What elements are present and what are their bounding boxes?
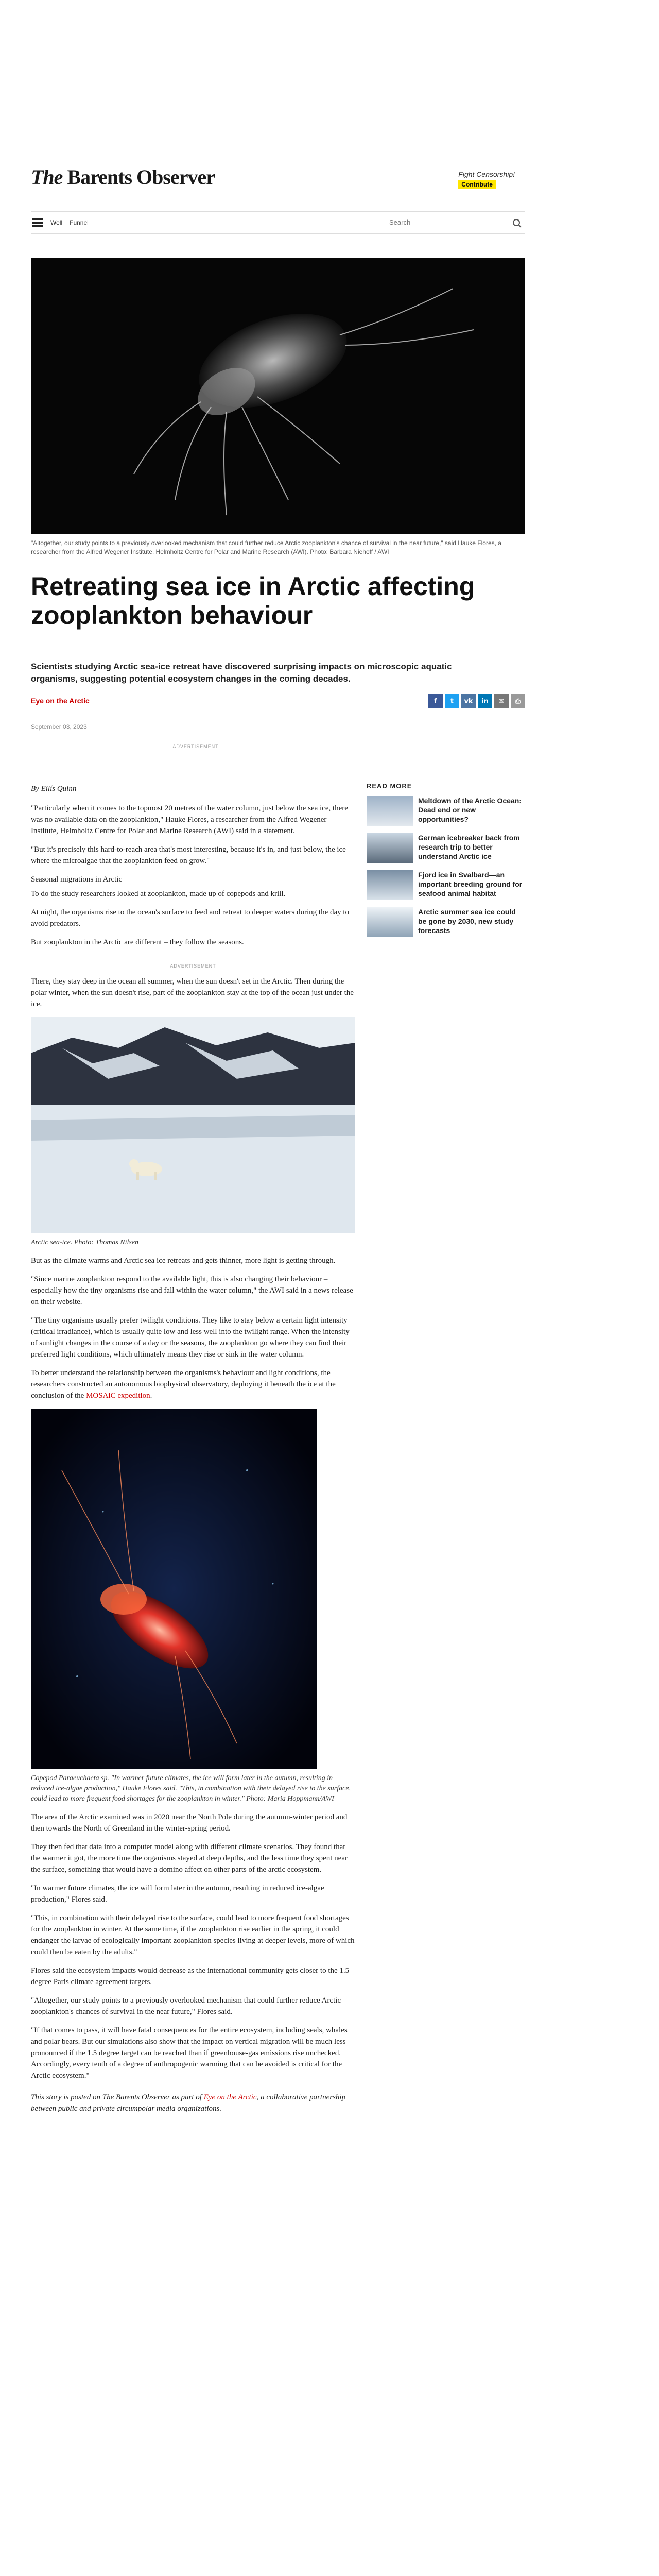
paragraph: But zooplankton in the Arctic are different – they follow the seasons. [31, 938, 244, 946]
advertisement-label: ADVERTISEMENT [170, 963, 216, 969]
paragraph: "Since marine zooplankton respond to the available light, this is also changing their behaviour – especially how the tiny organisms rise and fall within the water column," the AWI said in a news release on their website. [31, 1275, 353, 1306]
censorship-question: Fight Censorship! [458, 170, 515, 178]
site-header [31, 165, 525, 189]
photo-caption: Arctic sea-ice. Photo: Thomas Nilsen [31, 1239, 139, 1246]
paragraph: "Altogether, our study points to a previously overlooked mechanism that could further reduce Arctic zooplankton's chances of survival in the near future," Flores said. [31, 1996, 341, 2016]
read-more-title: READ MORE [367, 782, 412, 790]
paragraph: To do the study researchers looked at zooplankton, made up of copepods and krill. [31, 890, 286, 898]
read-more-label: Arctic summer sea ice could be gone by 2030, new study forecasts [418, 908, 516, 935]
subheading: Seasonal migrations in Arctic [31, 875, 123, 884]
search-box [386, 216, 525, 229]
copepod-photo [31, 1409, 317, 1769]
hero-caption: "Altogether, our study points to a previously overlooked mechanism that could further reduce Arctic zooplankton's chance of survival in the near future," said Hauke Flores, a researcher from the Alfred Wegener Institute, Helmholtz Centre for Polar and Marine Research (AWI). Photo: Barbara Niehoff / AWI [31, 539, 501, 555]
paragraph: The area of the Arctic examined was in 2020 near the North Pole during the autumn-winter period and then towards the North of Greenland in the winter-spring period. [31, 1813, 348, 1833]
mosaic-expedition-link[interactable]: MOSAiC expedition [86, 1392, 150, 1400]
read-more-sidebar [367, 782, 525, 944]
photo-caption: Copepod Paraeuchaeta sp. "In warmer future climates, the ice will form later in the autumn, resulting in reduced ice-algae production," Hauke Flores said. "This, in combination with their delayed rise to the surface, could lead to more frequent food shortages for the zooplankton in winter." Photo: Maria Hoppmann/AWI [31, 1774, 351, 1803]
read-more-thumbnail [367, 870, 413, 900]
paragraph: To better understand the relationship between the organisms's behaviour and light conditions, the researchers constructed an autonomous biophysical observatory, deploying it beneath the ice at the conclusion of the MOSAiC expedition. [31, 1369, 336, 1400]
copepod-illustration [31, 1409, 317, 1769]
vk-share-icon[interactable]: vk [461, 694, 476, 708]
email-share-icon[interactable]: ✉ [494, 694, 509, 708]
article-headline: Retreating sea ice in Arctic affecting zooplankton behaviour [31, 572, 475, 630]
share-buttons-top [428, 694, 525, 708]
read-more-item[interactable] [367, 870, 525, 900]
read-more-item[interactable] [367, 796, 525, 826]
logo-name: Barents Observer [67, 165, 215, 189]
paragraph-text: To better understand the relationship between the organisms's behaviour and light conditions, the researchers constructed an autonomous biophysical observatory, deploying it beneath the ice at the conclusion of the [31, 1369, 336, 1400]
read-more-thumbnail [367, 833, 413, 863]
footnote-text: This story is posted on The Barents Observer as part of [31, 2093, 204, 2102]
read-more-thumbnail [367, 907, 413, 937]
eye-on-the-arctic-link[interactable]: Eye on the Arctic [203, 2093, 257, 2102]
sea-ice-photo [31, 1017, 355, 1233]
read-more-label: Meltdown of the Arctic Ocean: Dead end or new opportunities? [418, 796, 522, 823]
advertisement-label: ADVERTISEMENT [172, 744, 219, 749]
paragraph: "The tiny organisms usually prefer twilight conditions. They like to stay below a certain light intensity (critical irradiance), which is usually quite low and less well into the twilight range. When the intensity of sunlight changes in the course of a day or the seasons, the zooplankton go where they can find their preferred light conditions, which ultimately means they rise or sink in the water column. [31, 1316, 350, 1359]
logo-the: The [31, 165, 63, 189]
read-more-label: German icebreaker back from research trip to better understand Arctic ice [418, 834, 520, 860]
contribute-button[interactable]: Contribute [458, 180, 496, 189]
paragraph: "This, in combination with their delayed rise to the surface, could lead to more frequent food shortages for the zooplankton in winter. At the same time, if the zooplankton rise earlier in the spring, it could endanger the larvae of ecologically important zooplankton species living at deeper levels, more of which could then be eaten by the adults." [31, 1914, 355, 1956]
paragraph: "But it's precisely this hard-to-reach area that's most interesting, because it's in, and just below, the ice where the microalgae that the zooplankton feed on grow." [31, 845, 346, 865]
article-body [31, 783, 355, 2122]
paragraph: "In warmer future climates, the ice will form later in the autumn, resulting in reduced ice-algae production," Flores said. [31, 1884, 324, 1904]
paragraph: But as the climate warms and Arctic sea ice retreats and gets thinner, more light is getting through. [31, 1257, 336, 1265]
censorship-box [458, 170, 515, 189]
read-more-thumbnail [367, 796, 413, 826]
nav-item-funnel[interactable]: Funnel [70, 219, 89, 226]
hero-image [31, 258, 525, 534]
paragraph: They then fed that data into a computer model along with different climate scenarios. They found that the warmer it got, the more time the organisms stayed at deep depths, and the less time they spent near the surface, something that would have a domino affect on other parts of the arctic ecosystem. [31, 1843, 348, 1874]
zooplankton-illustration [31, 258, 525, 534]
paragraph: Flores said the ecosystem impacts would decrease as the international community gets closer to the 1.5 degree Paris climate agreement targets. [31, 1967, 350, 1986]
search-icon[interactable] [513, 219, 520, 226]
main-navbar [31, 211, 525, 234]
search-input[interactable] [389, 218, 513, 226]
twitter-share-icon[interactable]: t [445, 694, 459, 708]
site-logo[interactable] [31, 165, 525, 189]
polar-bear-landscape [31, 1017, 355, 1233]
print-share-icon[interactable]: ⎙ [511, 694, 525, 708]
category-link[interactable]: Eye on the Arctic [31, 697, 90, 705]
read-more-item[interactable] [367, 907, 525, 937]
footnote [31, 2092, 355, 2114]
read-more-item[interactable] [367, 833, 525, 863]
paragraph: There, they stay deep in the ocean all summer, when the sun doesn't set in the Arctic. Then during the polar winter, when the sun doesn't rise, part of the zooplankton stay at the top of the ocean just under the ice. [31, 977, 354, 1008]
paragraph: "Particularly when it comes to the topmost 20 metres of the water column, just below the sea ice, there was no available data on the zooplankton," Hauke Flores, a researcher from the Alfred Wegener Institute, Helmholtz Centre for Polar and Marine Research (AWI) said in a statement. [31, 804, 348, 835]
article-lede: Scientists studying Arctic sea-ice retreat have discovered surprising impacts on microscopic aquatic organisms, suggesting potential ecosystem changes in the coming decades. [31, 662, 452, 684]
linkedin-share-icon[interactable]: in [478, 694, 492, 708]
footnote-text: , a collaborative partnership between public and private circumpolar media organizations. [31, 2093, 346, 2113]
hamburger-menu-icon[interactable] [32, 218, 43, 227]
publish-date: September 03, 2023 [31, 723, 87, 731]
read-more-label: Fjord ice in Svalbard—an important breeding ground for seafood animal habitat [418, 871, 523, 897]
byline: By Eilís Quinn [31, 785, 77, 793]
facebook-share-icon[interactable]: f [428, 694, 443, 708]
nav-item-well[interactable]: Well [50, 219, 63, 226]
paragraph: "If that comes to pass, it will have fatal consequences for the entire ecosystem, including seals, whales and polar bears. But our simulations also show that the impact on vertical migration will be much less pronounced if the 1.5 degree target can be reached than if greenhouse-gas emissions rise unchecked. Accordingly, every tenth of a degree of anthropogenic warming that can be avoided is critical for the Arctic ecosystem." [31, 2026, 348, 2080]
paragraph: At night, the organisms rise to the ocean's surface to feed and retreat to deeper waters during the day to avoid predators. [31, 908, 350, 928]
